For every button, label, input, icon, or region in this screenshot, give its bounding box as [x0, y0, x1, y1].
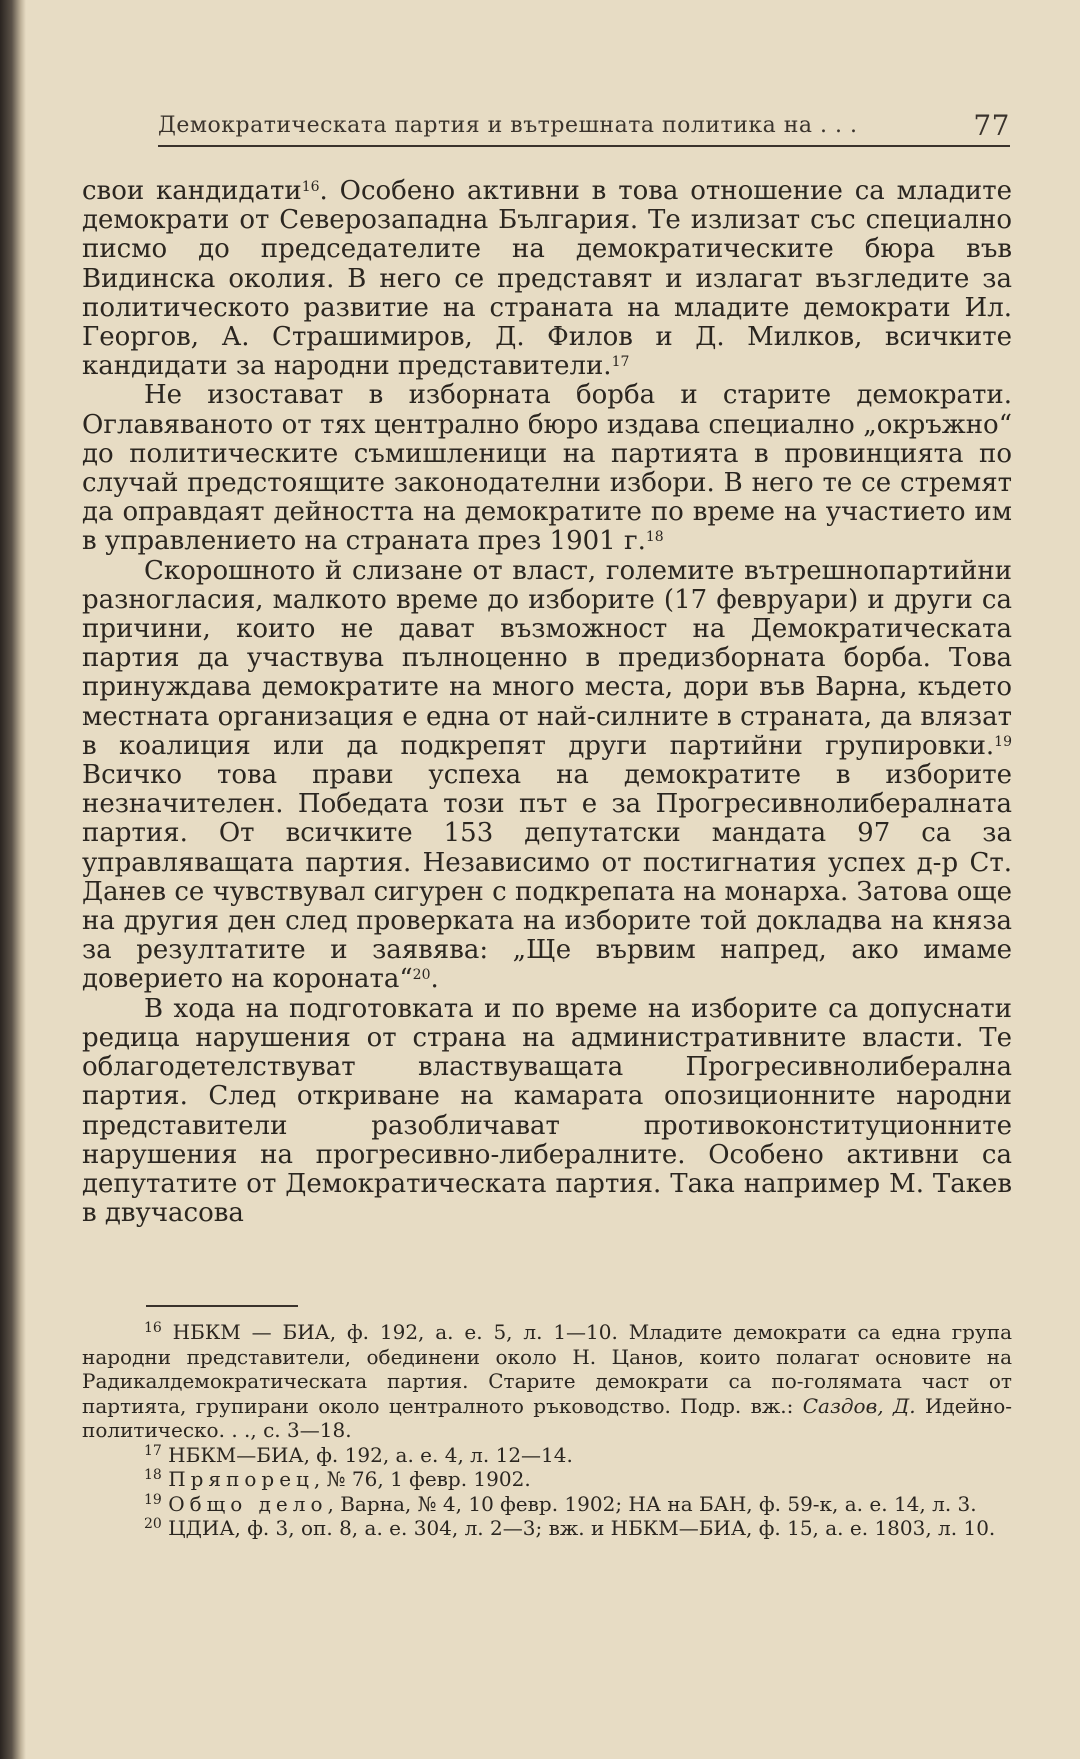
text-run: . Особено активни в това отношение са младите демократи от Северозападна България. Те излизат със специално писмо до председателите на демократическите бюра във Видинска околия. В него се представят и излагат възгледите за политическото развитие на страната на младите демократи Ил. Георгов, А. Страшимиров, Д. Филов и Д. Милков, всичките кандидати за народни представители. — [82, 176, 1012, 382]
book-spine-shadow — [0, 0, 26, 1759]
text-run: ЦДИА, ф. 3, оп. 8, а. е. 304, л. 2—3; вж. и НБКМ—БИА, ф. 15, а. е. 1803, л. 10. — [161, 1516, 996, 1540]
footnote-17 — [82, 1443, 1012, 1468]
page-number: 77 — [973, 109, 1010, 142]
footnote-ref-17: 17 — [611, 354, 630, 371]
text-run: Всичко това прави успеха на демократите в изборите незначителен. Победата този път е за Прогресивнолибералната партия. От всичките 153 депутатски мандата 97 са за управляващата партия. Независимо от постигнатия успех д-р Ст. Данев се чувствувал сигурен с подкрепата на монарха. Затова още на другия ден след проверката на изборите той докладва на княза за резултатите и заявява: „Ще вървим напред, ако имаме доверието на короната“ — [82, 760, 1012, 995]
footnote-number: 18 — [144, 1467, 162, 1483]
footnote-ref-18: 18 — [645, 529, 664, 546]
running-title: Демократическата партия и вътрешната политика на . . . — [158, 113, 858, 138]
paragraph-2 — [82, 381, 1012, 556]
source-title: Пряпорец — [168, 1467, 314, 1491]
footnote-19 — [82, 1492, 1012, 1517]
footnote-18 — [82, 1467, 1012, 1492]
text-run: . — [430, 964, 439, 995]
footnote-ref-16: 16 — [301, 179, 320, 195]
body-text — [82, 177, 1012, 1228]
text-run: , Варна, № 4, 10 февр. 1902; НА на БАН, ф. 59-к, а. е. 14, л. 3. — [327, 1491, 977, 1516]
footnote-number: 19 — [144, 1491, 162, 1508]
book-page — [40, 0, 1012, 1759]
text-run: свои кандидати — [82, 176, 302, 206]
footnote-20 — [82, 1516, 1012, 1541]
text-run: НБКМ — БИА, ф. 192, а. е. 5, л. 1—10. Младите демократи са една група народни представители, обединени около Н. Цанов, които полагат основите на Радикалдемократическата партия. Старите демократи са по-голямата част от партията, групирани около централното ръководство. Подр. вж.: — [82, 1320, 1012, 1418]
footnotes — [82, 1320, 1012, 1541]
text-run: В хода на подготовката и по време на изборите са допуснати редица нарушения от страна на административните власти. Те облагодетелствуват властвуващата Прогресивнолиберална партия. След откриване на камарата опозиционните народни представители разобличават противоконституционните нарушения на прогресивно-либералните. Особено активни са депутатите от Демократическата партия. Така например М. Такев в двучасова — [82, 993, 1012, 1229]
text-run: НБКМ—БИА, ф. 192, а. е. 4, л. 12—14. — [161, 1442, 573, 1467]
author-name: Саздов, Д. — [802, 1393, 916, 1418]
text-run: Скорошното й слизане от власт, големите вътрешнопартийни разногласия, малкото време до изборите (17 февруари) и други са причини, които не дават възможност на Демократическата партия да участвува пълноценно в предизборната борба. Това принуждава демократите на много места, дори във Варна, където местната организация е една от най-силните в страната, да влязат в коалиция или да подкрепят други партийни групировки. — [82, 555, 1012, 761]
paragraph-3 — [82, 557, 1012, 995]
footnote-ref-20: 20 — [412, 967, 431, 984]
source-title: Общо дело — [168, 1491, 328, 1516]
text-run: Идейно-политическо. . ., с. 3—18. — [82, 1393, 1012, 1442]
header-rule — [158, 145, 1010, 147]
text-run: Не изостават в изборната борба и старите демократи. Оглавяваното от тях централно бюро издава специално „окръжно“ до политическите съмишленици на партията в провинцията по случай предстоящите законодателни избори. В него те се стремят да оправдаят дейността на демократите по време на участието им в управлението на страната през 1901 г. — [82, 380, 1012, 557]
footnote-number: 17 — [144, 1442, 162, 1459]
text-run: , № 76, 1 февр. 1902. — [313, 1467, 531, 1491]
footnote-rule — [146, 1305, 298, 1307]
footnote-16 — [82, 1320, 1012, 1443]
footnote-number: 16 — [144, 1320, 162, 1336]
footnote-number: 20 — [144, 1516, 162, 1532]
footnote-ref-19: 19 — [994, 733, 1012, 750]
paragraph-4 — [82, 995, 1012, 1229]
paragraph-1 — [82, 177, 1012, 381]
